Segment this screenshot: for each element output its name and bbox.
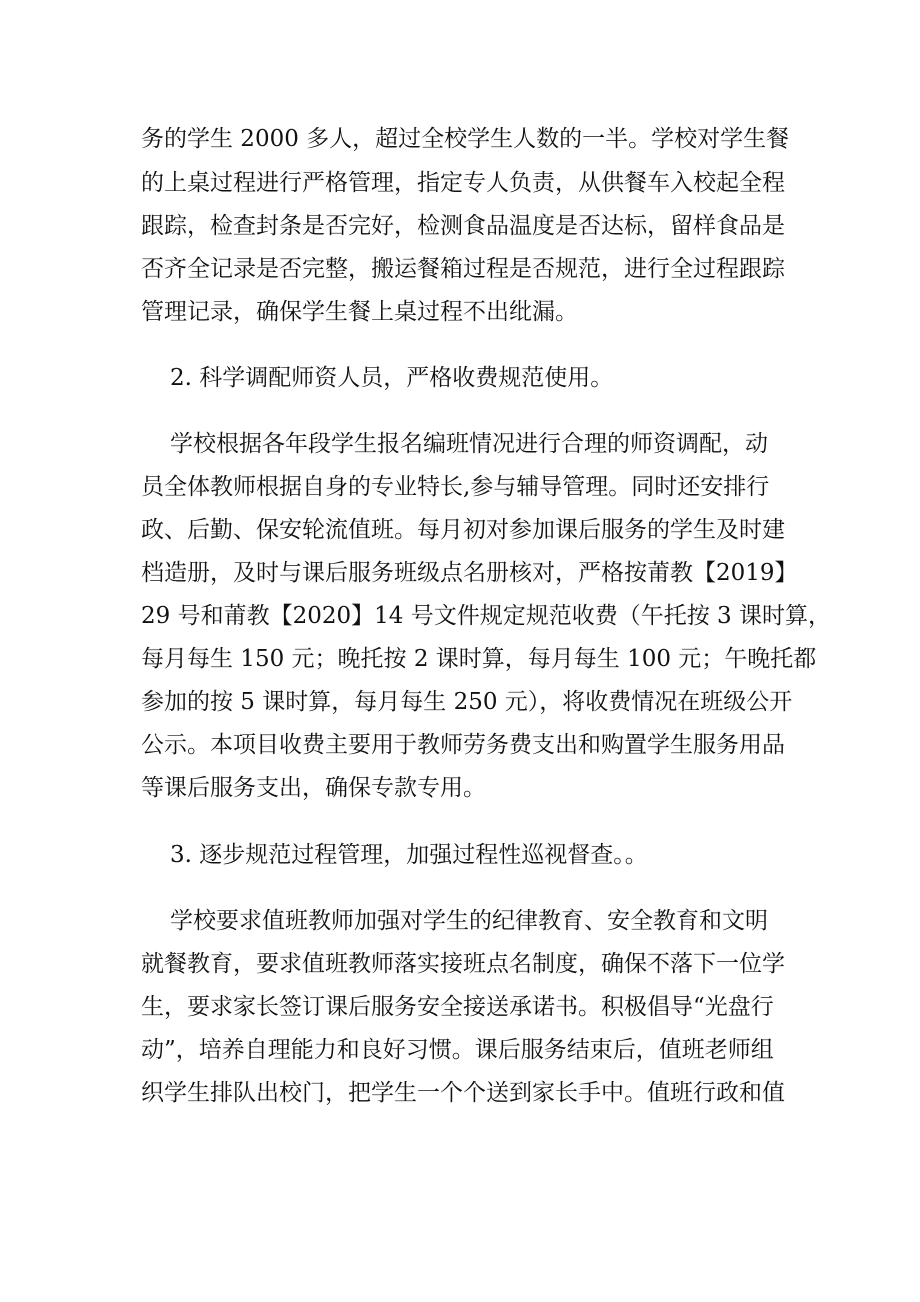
- paragraph-line: 29 号和莆教【2020】14 号文件规定规范收费（午托按 3 课时算，: [141, 603, 831, 629]
- paragraph-line: 员全体教师根据自身的专业特长,参与辅导管理。同时还安排行: [141, 474, 770, 500]
- paragraph-line: 学校根据各年段学生报名编班情况进行合理的师资调配，动: [170, 431, 768, 457]
- paragraph-line: 织学生排队出校门，把学生一个个送到家长手中。值班行政和值: [141, 1080, 785, 1106]
- paragraph-line: 生，要求家长签订课后服务安全接送承诺书。积极倡导“光盘行: [141, 994, 774, 1020]
- paragraph-line: 的上桌过程进行严格管理，指定专人负责，从供餐车入校起全程: [141, 170, 785, 196]
- paragraph-line: 每月每生 150 元；晚托按 2 课时算，每月每生 100 元；午晚托都: [141, 646, 817, 672]
- paragraph-line: 否齐全记录是否完整，搬运餐箱过程是否规范，进行全过程跟踪: [141, 256, 785, 282]
- paragraph-line: 档造册，及时与课后服务班级点名册核对，严格按莆教【2019】: [141, 560, 798, 586]
- paragraph-line: 跟踪，检查封条是否完好，检测食品温度是否达标，留样食品是: [141, 213, 785, 239]
- paragraph-line: 参加的按 5 课时算，每月每生 250 元），将收费情况在班级公开: [141, 689, 793, 715]
- section-heading: 2. 科学调配师资人员，严格收费规范使用。: [170, 365, 614, 391]
- paragraph-line: 政、后勤、保安轮流值班。每月初对参加课后服务的学生及时建: [141, 517, 785, 543]
- paragraph-line: 学校要求值班教师加强对学生的纪律教育、安全教育和文明: [170, 908, 768, 934]
- paragraph-line: 就餐教育，要求值班教师落实接班点名制度，确保不落下一位学: [141, 951, 785, 977]
- paragraph-line: 等课后服务支出，确保专款专用。: [141, 775, 486, 801]
- paragraph-line: 管理记录，确保学生餐上桌过程不出纰漏。: [141, 299, 578, 325]
- paragraph-line: 动”，培养自理能力和良好习惯。课后服务结束后，值班老师组: [141, 1037, 774, 1063]
- paragraph-line: 公示。本项目收费主要用于教师劳务费支出和购置学生服务用品: [141, 732, 785, 758]
- section-heading: 3. 逐步规范过程管理，加强过程性巡视督查。。: [170, 842, 648, 868]
- paragraph-line: 务的学生 2000 多人，超过全校学生人数的一半。学校对学生餐: [141, 126, 790, 152]
